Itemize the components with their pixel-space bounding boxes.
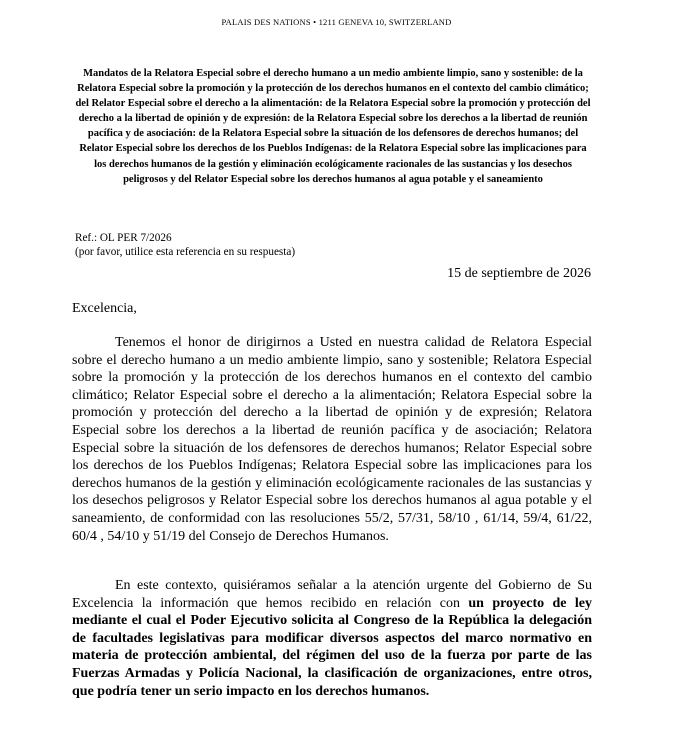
mandates-heading: Mandatos de la Relatora Especial sobre el derecho humano a un medio ambiente limpio, sano y sostenible: de la Relatora Especial sobre la promoción y la protección de los derechos humanos en el contexto del cambio climático; del Relator Especial sobre el derecho a la alimentación: de la Relatora Especial sobre la promoción y protección del derecho a la libertad de opinión y de expresión: de la Relatora Especial sobre los derechos a la libertad de reunión pacífica y de asociación: de la Relatora Especial sobre la situación de los defensores de derechos humanos; del Relator Especial sobre los derechos de los Pueblos Indígenas: de la Relatora Especial sobre las implicaciones para los derechos humanos de la gestión y eliminación ecológicamente racionales de las sustancias y los desechos peligrosos y del Relator Especial sobre los derechos humanos al agua potable y el saneamiento: [75, 68, 591, 185]
reference-note: (por favor, utilice esta referencia en su respuesta): [75, 246, 296, 258]
reference-block: [75, 231, 295, 259]
body-paragraph-1: [72, 334, 592, 545]
paragraph-2-bold-text: un proyecto de ley mediante el cual el Poder Ejecutivo solicita al Congreso de la República la delegación de facultades legislativas para modificar diversos aspectos del marco normativo en materia de protección ambiental, del régimen del uso de la fuerza por parte de las Fuerzas Armadas y Policía Nacional, la clasificación de organizaciones, entre otros, que podría tener un serio impacto en los derechos humanos.: [72, 595, 592, 699]
body-paragraph-2: [72, 577, 592, 700]
letterhead-address: PALAIS DES NATIONS • 1211 GENEVA 10, SWITZERLAND: [221, 17, 452, 27]
salutation: Excelencia,: [72, 301, 137, 316]
letter-date: 15 de septiembre de 2026: [447, 266, 591, 281]
paragraph-2-intro: En este contexto, quisiéramos señalar a la atención urgente del Gobierno de Su Excelencia la información que hemos recibido en relación con: [72, 578, 592, 611]
paragraph-1-text: Tenemos el honor de dirigirnos a Usted en nuestra calidad de Relatora Especial sobre el derecho humano a un medio ambiente limpio, sano y sostenible; Relatora Especial sobre la promoción y la protección de los derechos humanos en el contexto del cambio climático; Relator Especial sobre el derecho a la alimentación; Relatora Especial sobre la promoción y protección del derecho a la libertad de opinión y de expresión; Relatora Especial sobre los derechos a la libertad de reunión pacífica y de asociación; Relatora Especial sobre la situación de los defensores de derechos humanos; Relator Especial sobre los derechos de los Pueblos Indígenas; Relatora Especial sobre las implicaciones para los derechos humanos de la gestión y eliminación ecológicamente racionales de las sustancias y los desechos peligrosos y Relator Especial sobre los derechos humanos al agua potable y el saneamiento, de conformidad con las resoluciones 55/2, 57/31, 58/10 , 61/14, 59/4, 61/22, 60/4 , 54/10 y 51/19 del Consejo de Derechos Humanos.: [72, 335, 592, 544]
reference-code: Ref.: OL PER 7/2026: [75, 232, 172, 244]
